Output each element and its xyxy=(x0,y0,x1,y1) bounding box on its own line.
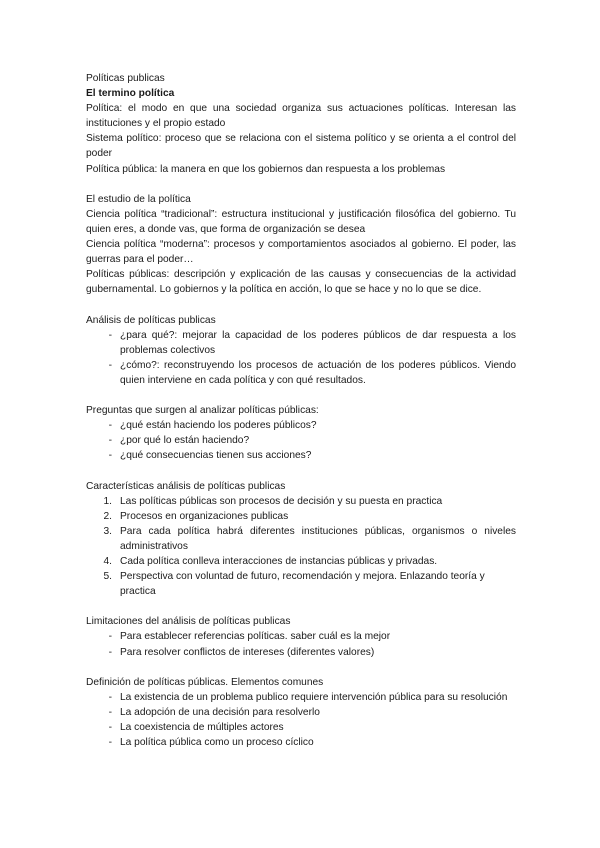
section-heading-preguntas: Preguntas que surgen al analizar políticas públicas: xyxy=(86,405,319,417)
list-item: - ¿por qué lo están haciendo? xyxy=(86,433,516,448)
bullet-dash: - xyxy=(108,420,112,432)
numbered-item: 4. Cada política conlleva interacciones de instancias públicas y privadas. xyxy=(86,554,516,569)
section-heading-estudio: El estudio de la política xyxy=(86,193,191,205)
bullet-dash: - xyxy=(108,359,112,371)
list-item: - ¿qué están haciendo los poderes públicos? xyxy=(86,418,516,433)
list-item: - La adopción de una decisión para resolverlo xyxy=(86,705,516,720)
definition-politica: Política: el modo en que una sociedad organiza sus actuaciones políticas. Interesan las instituciones y el propio estado xyxy=(86,103,516,130)
list-item: - La coexistencia de múltiples actores xyxy=(86,720,516,735)
bullet-dash: - xyxy=(108,631,112,643)
list-item: - La política pública como un proceso cíclico xyxy=(86,735,516,750)
section-heading-definicion: Definición de políticas públicas. Elementos comunes xyxy=(86,676,324,688)
bullet-dash: - xyxy=(108,737,112,749)
bullet-dash: - xyxy=(108,691,112,703)
paragraph-moderna: Ciencia política “moderna”: procesos y comportamientos asociados al gobierno. El poder, las guerras para el poder… xyxy=(86,239,516,266)
document-page xyxy=(86,71,516,750)
document-title: Políticas publicas xyxy=(86,73,165,84)
section-heading-caracteristicas: Características análisis de políticas publicas xyxy=(86,480,286,492)
bullet-dash: - xyxy=(108,722,112,734)
item-number: 5. xyxy=(103,571,112,583)
bullet-dash: - xyxy=(108,450,112,462)
section-heading-analisis: Análisis de políticas publicas xyxy=(86,314,216,326)
item-number: 4. xyxy=(103,556,112,567)
list-item: - ¿cómo?: reconstruyendo los procesos de actuación de los poderes públicos. Viendo quien interviene en cada política y con qué resultados. xyxy=(86,358,516,388)
list-item: - La existencia de un problema publico requiere intervención pública para su resolución xyxy=(86,690,516,705)
numbered-item: 1. Las políticas públicas son procesos de decisión y su puesta en practica xyxy=(86,494,516,509)
paragraph-tradicional: Ciencia política “tradicional”: estructura institucional y justificación filosófica del gobierno. Tu quien eres, a donde vas, que forma de organización se desea xyxy=(86,208,516,235)
definition-sistema-politico: Sistema político: proceso que se relaciona con el sistema político y se orienta a el control del poder xyxy=(86,133,516,160)
bullet-dash: - xyxy=(108,435,112,447)
bullet-dash: - xyxy=(108,706,112,718)
numbered-item: 2. Procesos en organizaciones publicas xyxy=(86,509,516,524)
list-item: - ¿para qué?: mejorar la capacidad de los poderes públicos de dar respuesta a los problemas colectivos xyxy=(86,328,516,358)
item-number: 2. xyxy=(103,510,112,522)
numbered-item: 3. Para cada política habrá diferentes instituciones públicas, organismos o niveles administrativos xyxy=(86,524,516,554)
item-number: 1. xyxy=(103,495,112,507)
paragraph-politicas-publicas: Políticas públicas: descripción y explicación de las causas y consecuencias de la actividad gubernamental. Lo gobiernos y la política en acción, lo que se hace y no lo que se dice. xyxy=(86,269,516,296)
definition-politica-publica: Política pública: la manera en que los gobiernos dan respuesta a los problemas xyxy=(86,163,446,175)
list-item: - ¿qué consecuencias tienen sus acciones? xyxy=(86,448,516,463)
bullet-dash: - xyxy=(108,329,112,341)
item-number: 3. xyxy=(103,525,112,537)
list-item: - Para resolver conflictos de intereses (diferentes valores) xyxy=(86,645,516,660)
numbered-item: 5. Perspectiva con voluntad de futuro, recomendación y mejora. Enlazando teoría y practica xyxy=(86,569,516,599)
list-item: - Para establecer referencias políticas. saber cuál es la mejor xyxy=(86,629,516,644)
bullet-dash: - xyxy=(108,646,112,658)
section-heading-termino: El termino política xyxy=(86,88,175,100)
section-heading-limitaciones: Limitaciones del análisis de políticas publicas xyxy=(86,616,291,628)
